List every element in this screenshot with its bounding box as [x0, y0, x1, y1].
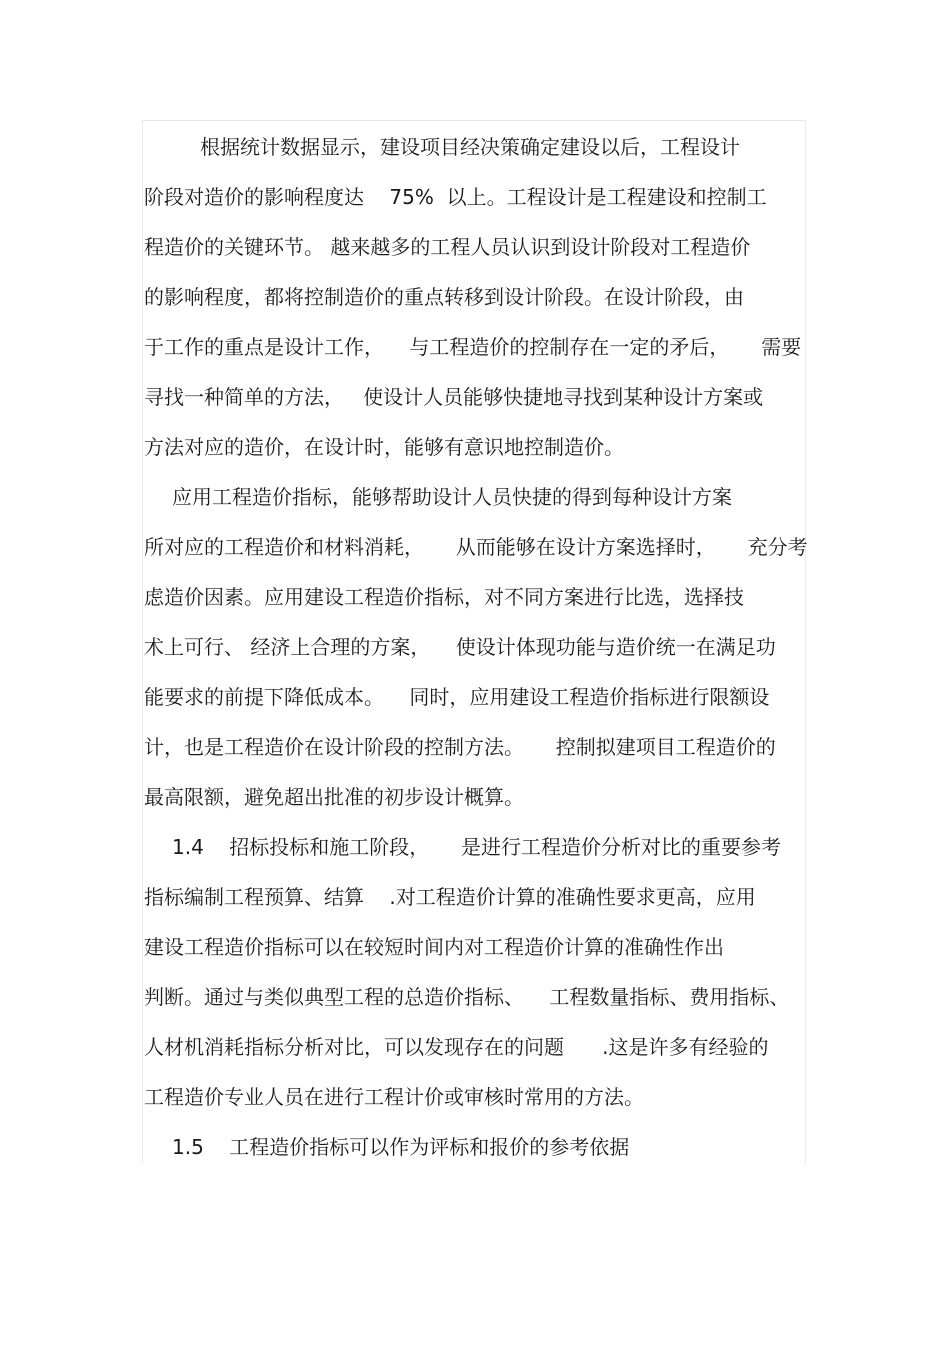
- paragraph-line: 程造价的关键环节。 越来越多的工程人员认识到设计阶段对工程造价: [144, 235, 751, 259]
- paragraph-line: 建设工程造价指标可以在较短时间内对工程造价计算的准确性作出: [144, 935, 724, 959]
- paragraph-line: 计，也是工程造价在设计阶段的控制方法。 控制拟建项目工程造价的: [144, 735, 776, 759]
- document-body: [144, 122, 808, 1172]
- paragraph-line: 术上可行、 经济上合理的方案， 使设计体现功能与造价统一在满足功: [144, 635, 776, 659]
- paragraph-line: 根据统计数据显示，建设项目经决策确定建设以后，工程设计: [200, 135, 740, 159]
- paragraph-line: 虑造价因素。应用建设工程造价指标，对不同方案进行比选，选择技: [144, 585, 744, 609]
- paragraph-line: 方法对应的造价，在设计时，能够有意识地控制造价。: [144, 435, 624, 459]
- paragraph-line: 所对应的工程造价和材料消耗， 从而能够在设计方案选择时， 充分考: [144, 535, 808, 559]
- paragraph-line: 应用工程造价指标，能够帮助设计人员快捷的得到每种设计方案: [172, 485, 732, 509]
- paragraph-line: 人材机消耗指标分析对比，可以发现存在的问题 .这是许多有经验的: [144, 1035, 769, 1059]
- paragraph-line: 能要求的前提下降低成本。 同时，应用建设工程造价指标进行限额设: [144, 685, 770, 709]
- paragraph-line: 阶段对造价的影响程度达 75% 以上。工程设计是工程建设和控制工: [144, 185, 767, 209]
- paragraph-line: 工程造价专业人员在进行工程计价或审核时常用的方法。: [144, 1085, 644, 1109]
- paragraph-line: 的影响程度，都将控制造价的重点转移到设计阶段。在设计阶段，由: [144, 285, 744, 309]
- paragraph-line: 寻找一种简单的方法， 使设计人员能够快捷地寻找到某种设计方案或: [144, 385, 764, 409]
- section-heading-1-5: 1.5 工程造价指标可以作为评标和报价的参考依据: [172, 1135, 630, 1159]
- paragraph-line: 指标编制工程预算、结算 .对工程造价计算的准确性要求更高，应用: [144, 885, 756, 909]
- paragraph-line: 最高限额，避免超出批准的初步设计概算。: [144, 785, 524, 809]
- paragraph-line: 判断。通过与类似典型工程的总造价指标、 工程数量指标、费用指标、: [144, 985, 790, 1009]
- section-heading-1-4: 1.4 招标投标和施工阶段， 是进行工程造价分析对比的重要参考: [172, 835, 782, 859]
- paragraph-line: 于工作的重点是设计工作， 与工程造价的控制存在一定的矛后， 需要: [144, 335, 802, 359]
